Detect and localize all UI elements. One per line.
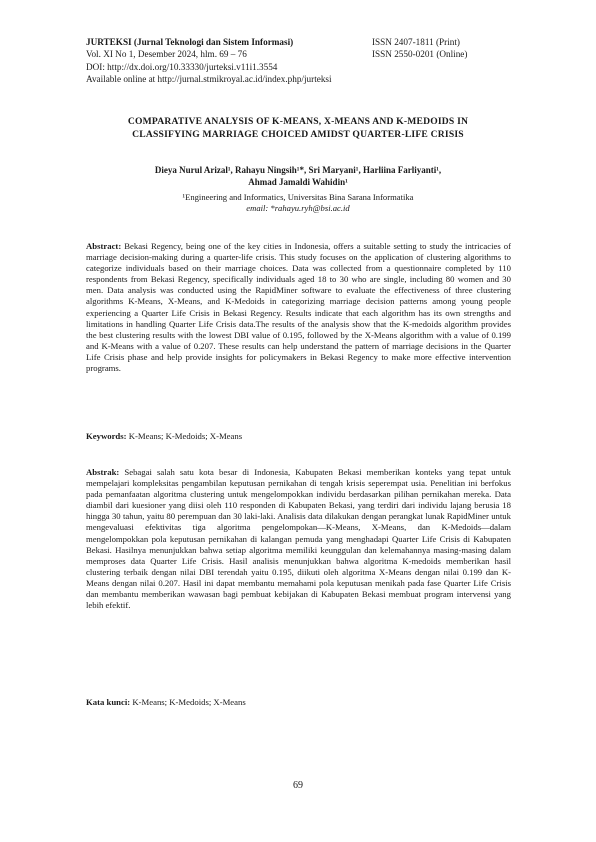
affiliation-block bbox=[70, 192, 526, 214]
available-online-link[interactable]: Available online at http://jurnal.stmikroyal.ac.id/index.php/jurteksi bbox=[86, 74, 332, 85]
keywords-text: K-Means; K-Medoids; X-Means bbox=[126, 431, 243, 441]
keywords-indonesian bbox=[86, 697, 246, 708]
header-row-4 bbox=[86, 73, 516, 85]
journal-header bbox=[86, 36, 516, 86]
title-line-1: COMPARATIVE ANALYSIS OF K-MEANS, X-MEANS AND K-MEDOIDS IN bbox=[127, 116, 469, 127]
keywords-english bbox=[86, 431, 242, 442]
paper-title bbox=[70, 115, 526, 141]
issn-online: ISSN 2550-0201 (Online) bbox=[372, 49, 468, 60]
abstract-indonesian bbox=[86, 467, 511, 611]
abstract-text: Bekasi Regency, being one of the key cities in Indonesia, offers a suitable setting to study the intricacies of marriage decision-making during a quarter-life crisis. This study focuses on the application of clustering algorithms to categorize individuals based on their marriage choices. Data was collected from a questionnaire completed by 110 respondents from Bekasi Regency, specifically individuals aged 18 to 30 who are single, including 80 women and 30 men. Data analysis was conducted using the RapidMiner software to evaluate the effectiveness of three clustering algorithms K-Means, X-Means, and K-Medoids in categorizing marriage decision patterns among young people experiencing a Quarter Life Crisis in Bekasi Regency. Results indicate that each algorithm has its own strengths and limitations in handling Quarter Life Crisis data.The results of the analysis show that the K-medoids algorithm provides the best clustering results with the lowest DBI value of 0.195, followed by the X-Means algorithm with a value of 0.199 and K-Means with a value of 0.207. These results can help understand the pattern of marriage decisions in the Quarter Life Crisis phase and help provide insights for policymakers in Bekasi Regency to make more effective intervention programs. bbox=[86, 241, 511, 374]
email-label: email: bbox=[246, 203, 271, 213]
email-line bbox=[70, 203, 526, 214]
authors-line-2: Ahmad Jamaldi Wahidin¹ bbox=[248, 176, 348, 187]
title-line-2: CLASSIFYING MARRIAGE CHOICED AMIDST QUARTER-LIFE CRISIS bbox=[132, 129, 464, 140]
header-row-2 bbox=[86, 48, 516, 60]
issn-print: ISSN 2407-1811 (Print) bbox=[372, 37, 460, 47]
header-row-3 bbox=[86, 61, 516, 73]
abstrak-label: Abstrak: bbox=[86, 467, 120, 477]
kata-kunci-label: Kata kunci: bbox=[86, 697, 131, 707]
page-number: 69 bbox=[293, 780, 303, 791]
abstract-label: Abstract: bbox=[86, 241, 122, 251]
header-row-1 bbox=[86, 36, 516, 48]
keywords-label: Keywords: bbox=[86, 431, 127, 441]
doi-link[interactable]: DOI: http://dx.doi.org/10.33330/jurteksi.v11i1.3554 bbox=[86, 61, 278, 72]
journal-name: JURTEKSI (Jurnal Teknologi dan Sistem Informasi) bbox=[86, 37, 294, 47]
author-list bbox=[70, 165, 526, 188]
abstrak-text: Sebagai salah satu kota besar di Indonesia, Kabupaten Bekasi memberikan konteks yang tepat untuk mempelajari kompleksitas pengambilan keputusan pernikahan di tengah krisis seperempat usia. Penelitian ini berfokus pada pemanfaatan algoritma clustering untuk mengelompokkan individu berdasarkan pilihan pernikahan mereka. Data diambil dari kuesioner yang diisi oleh 110 responden di Kabupaten Bekasi, yang terdiri dari individu lajang berusia 18 hingga 30 tahun, yaitu 80 perempuan dan 30 laki-laki. Analisis data dilakukan dengan perangkat lunak RapidMiner untuk mengevaluasi efektivitas tiga algoritma pengelompokan—K-Means, X-Means, dan K-Medoids—dalam mengelompokkan pola keputusan pernikahan di kalangan pemuda yang menghadapi Quarter Life Crisis di Kabupaten Bekasi. Hasilnya menunjukkan bahwa setiap algoritma memiliki keunggulan dan kelemahannya masing-masing dalam memproses data Quarter Life Crisis. Hasil analisis menunjukkan bahwa algoritma K-medoids memberikan hasil clustering terbaik dengan nilai DBI terendah yaitu 0.195, diikuti oleh algoritma X-Means dengan nilai 0.199 dan K-Means dengan nilai 0.207. Hasil ini dapat membantu memahami pola keputusan menikah pada fase Quarter Life Crisis dan membantu memberikan wawasan bagi pembuat kebijakan di Kabupaten Bekasi membuat program intervensi yang lebih efektif. bbox=[86, 467, 511, 611]
volume-info: Vol. XI No 1, Desember 2024, hlm. 69 – 76 bbox=[86, 49, 247, 60]
kata-kunci-text: K-Means; K-Medoids; X-Means bbox=[130, 697, 246, 707]
authors-line-1: Dieya Nurul Arizal¹, Rahayu Ningsih¹*, Sri Maryani¹, Harliina Farliyanti¹, bbox=[154, 165, 442, 175]
affiliation: ¹Engineering and Informatics, Universitas Bina Sarana Informatika bbox=[182, 192, 414, 202]
abstract-english bbox=[86, 241, 511, 374]
email-address[interactable]: *rahayu.ryh@bsi.ac.id bbox=[270, 203, 350, 213]
